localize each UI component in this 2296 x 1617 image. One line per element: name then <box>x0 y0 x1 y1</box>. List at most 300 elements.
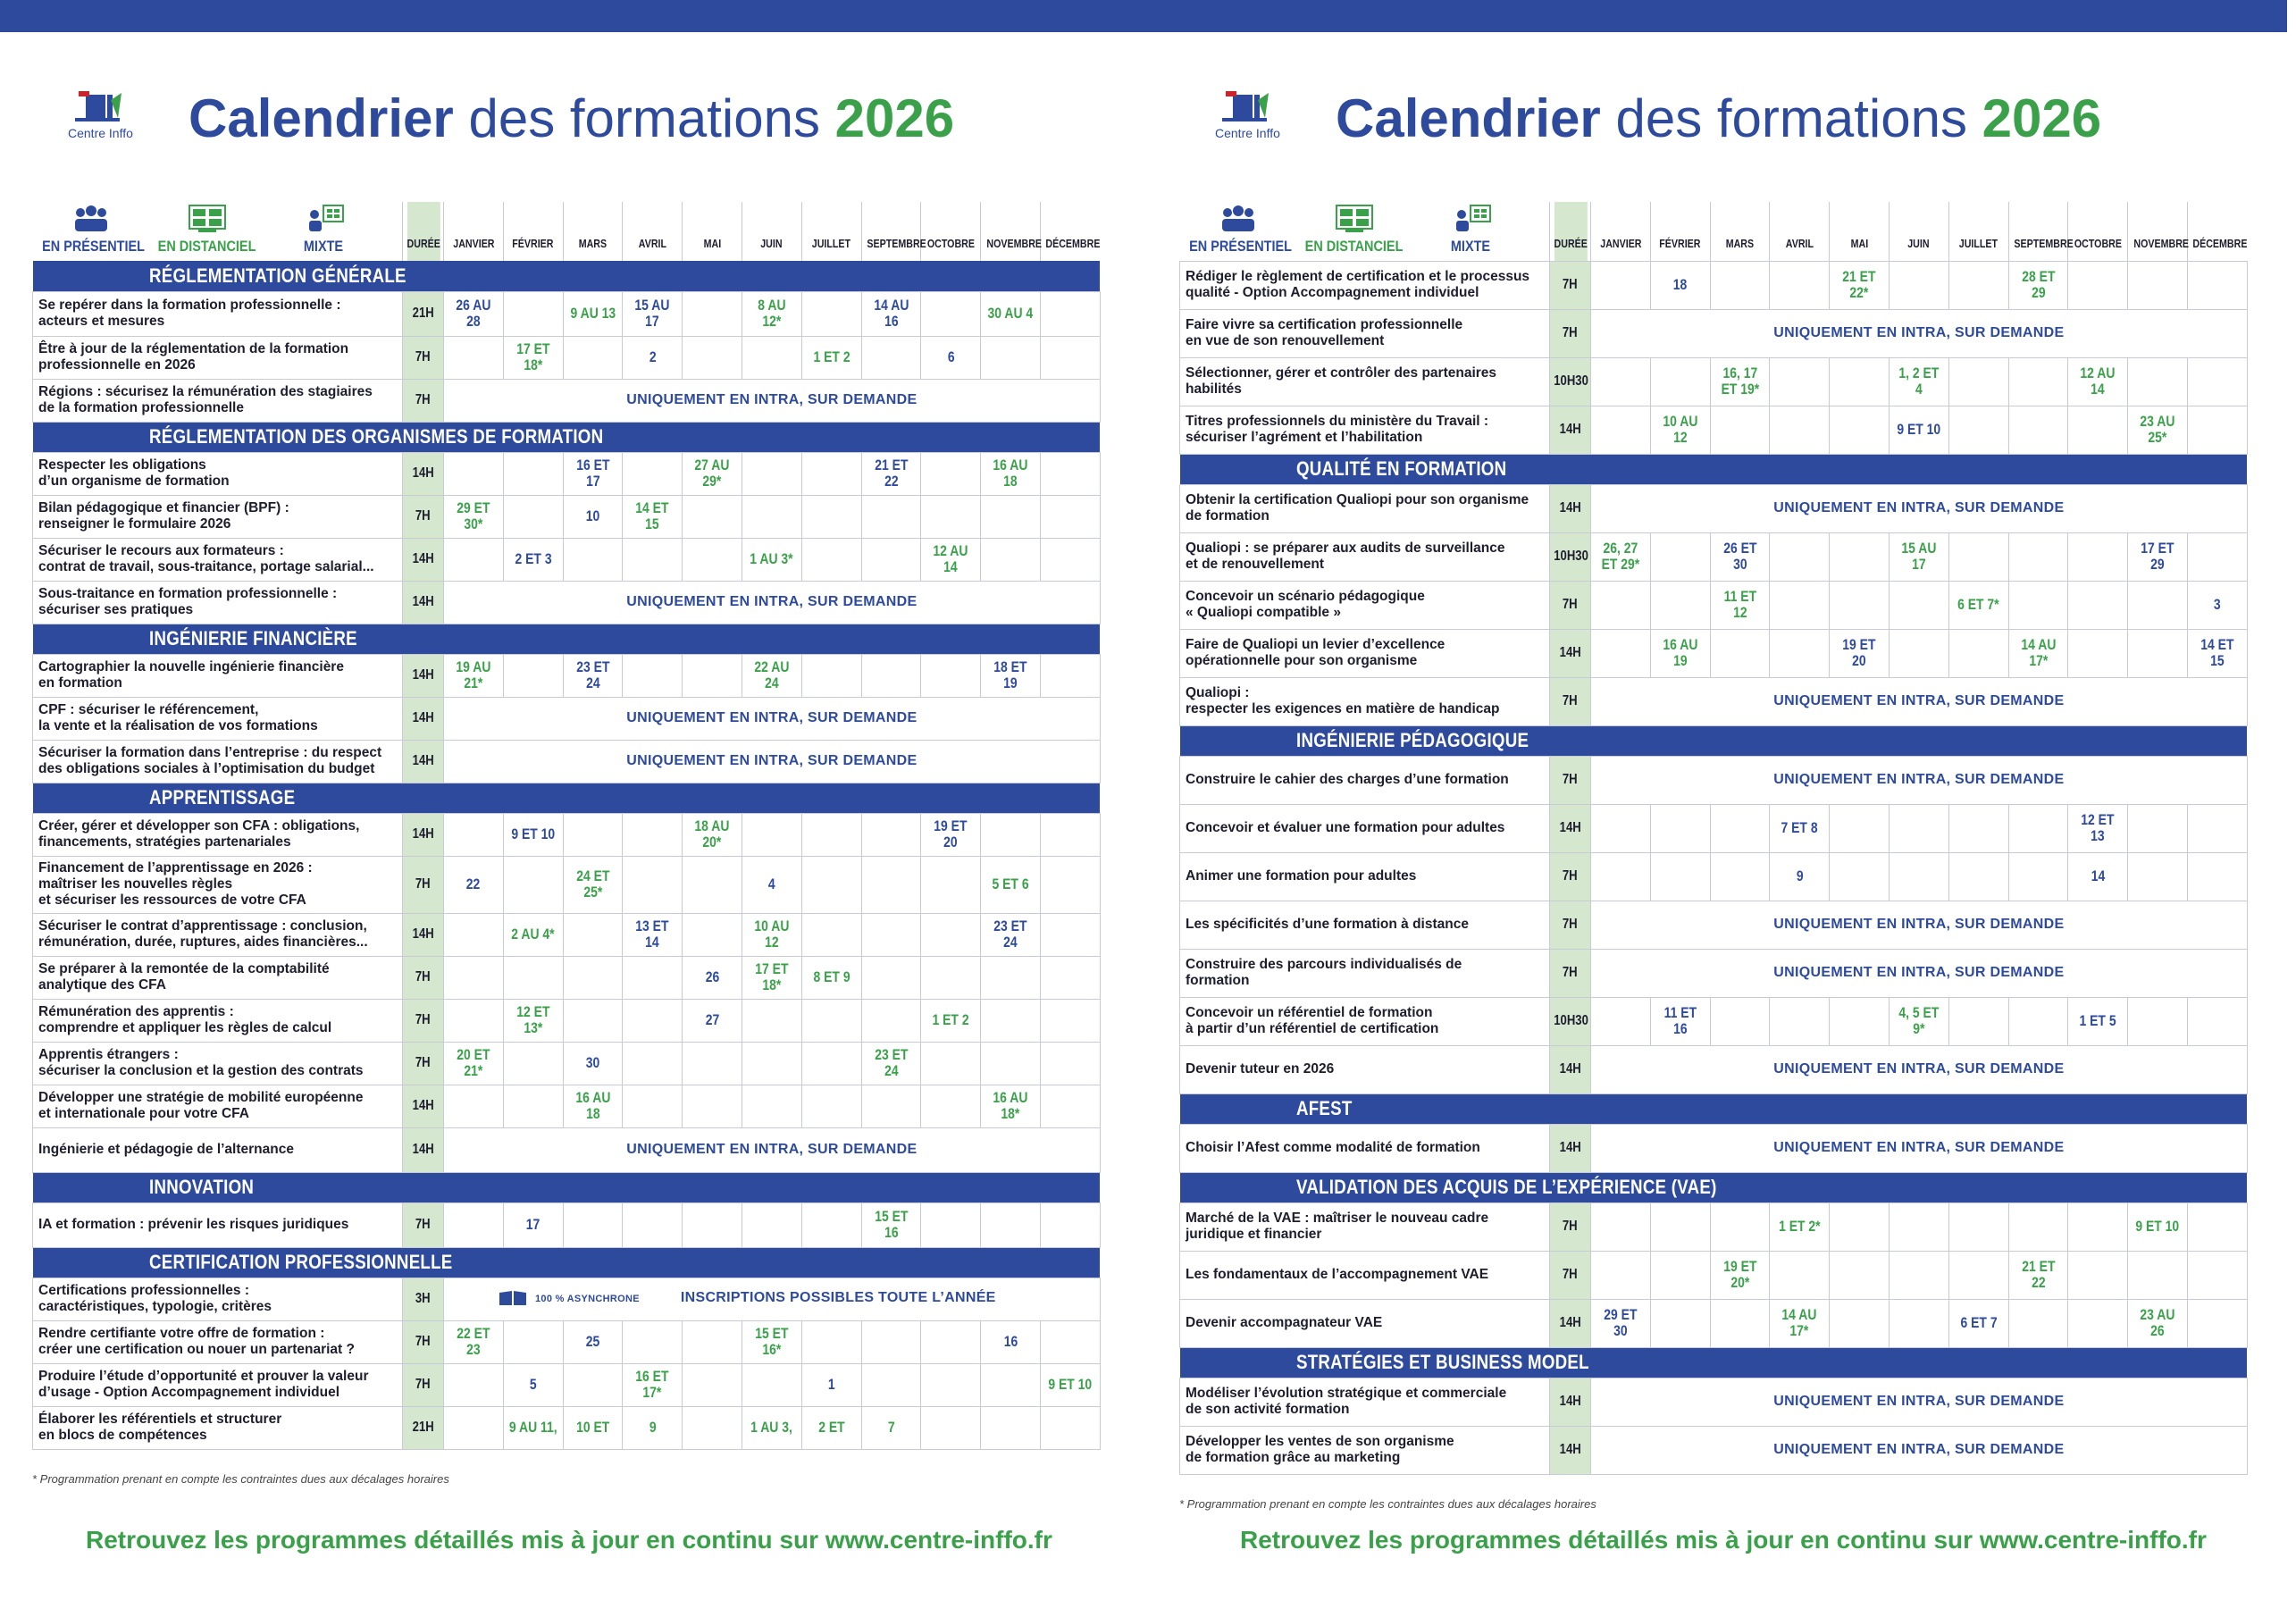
session-janvier[interactable] <box>444 654 504 697</box>
session-avril <box>623 538 683 581</box>
session-novembre[interactable] <box>2128 1299 2188 1347</box>
session-juin[interactable] <box>1889 997 1948 1045</box>
session-novembre[interactable] <box>981 1085 1041 1127</box>
course-row[interactable] <box>33 538 1101 581</box>
session-avril[interactable] <box>623 291 683 336</box>
session-dates: 30 <box>585 1054 600 1071</box>
session-mai[interactable] <box>1830 261 1890 309</box>
section-title-text: INNOVATION <box>148 1176 254 1198</box>
right-page <box>1179 32 2296 1617</box>
session-janvier[interactable] <box>444 495 504 538</box>
course-row[interactable] <box>33 856 1101 913</box>
session-septembre <box>2008 581 2068 629</box>
course-duration <box>403 1320 444 1363</box>
course-name: Cartographier la nouvelle ingénierie financière en formation <box>33 654 403 697</box>
course-duration <box>1550 852 1591 901</box>
session-janvier[interactable] <box>1591 532 1651 581</box>
course-row[interactable] <box>1180 677 2248 725</box>
session-juin <box>742 336 801 379</box>
session-mai <box>1830 532 1890 581</box>
section-header-row <box>1180 1093 2248 1124</box>
session-mars[interactable] <box>563 1085 623 1127</box>
session-avril <box>1770 1251 1830 1299</box>
course-row[interactable] <box>1180 997 2248 1045</box>
course-duration <box>403 1202 444 1247</box>
session-avril[interactable] <box>623 495 683 538</box>
course-duration <box>403 654 444 697</box>
month-header: JANVIER <box>449 202 499 261</box>
legend-label: EN PRÉSENTIEL <box>1188 237 1292 255</box>
course-duration <box>403 956 444 999</box>
session-février[interactable] <box>503 1406 563 1449</box>
session-novembre <box>981 956 1041 999</box>
session-mars[interactable] <box>563 452 623 495</box>
session-mars <box>563 913 623 956</box>
session-mars[interactable] <box>563 495 623 538</box>
asynchrone-badge <box>444 1294 640 1304</box>
session-dates: 16, 17 ET 19* <box>1721 364 1759 398</box>
session-octobre <box>921 1320 981 1363</box>
session-avril[interactable] <box>1770 1299 1830 1347</box>
session-octobre[interactable] <box>921 538 981 581</box>
session-dates: 14 AU 17* <box>1781 1306 1817 1339</box>
course-row[interactable] <box>1180 756 2248 804</box>
session-juin <box>1889 581 1948 629</box>
course-name: Se repérer dans la formation professionnelle : acteurs et mesures <box>33 291 403 336</box>
session-juillet <box>1948 261 2008 309</box>
session-février[interactable] <box>1650 261 1710 309</box>
session-dates: 2 ET <box>817 1419 845 1436</box>
session-septembre[interactable] <box>861 1202 921 1247</box>
session-juillet <box>1948 357 2008 406</box>
session-octobre[interactable] <box>921 813 981 856</box>
session-février[interactable] <box>503 336 563 379</box>
course-name: Certifications professionnelles : caractéristiques, typologie, critères <box>33 1278 403 1320</box>
footer-link-text[interactable]: Retrouvez les programmes détaillés mis à jour en continu sur www.centre-inffo.fr <box>86 1526 1052 1554</box>
session-mai[interactable] <box>1830 629 1890 677</box>
course-duration <box>1550 1378 1591 1426</box>
session-juin <box>742 1363 801 1406</box>
course-name: Sélectionner, gérer et contrôler des partenaires habilités <box>1180 357 1550 406</box>
session-février[interactable] <box>503 913 563 956</box>
session-février[interactable] <box>503 1202 563 1247</box>
session-février <box>1650 581 1710 629</box>
session-juillet[interactable] <box>1948 1299 2008 1347</box>
session-février[interactable] <box>503 999 563 1042</box>
session-mai <box>1830 852 1890 901</box>
course-row[interactable] <box>1180 357 2248 406</box>
session-novembre[interactable] <box>2128 406 2188 454</box>
course-row[interactable] <box>33 654 1101 697</box>
session-décembre <box>1040 291 1100 336</box>
session-mai <box>683 1320 742 1363</box>
session-dates: 6 ET 7 <box>1960 1314 1998 1331</box>
session-décembre[interactable] <box>2187 629 2247 677</box>
logo-text: Centre Inffo <box>68 126 133 140</box>
session-septembre <box>2008 1202 2068 1251</box>
course-row[interactable] <box>33 1406 1101 1449</box>
course-row[interactable] <box>33 495 1101 538</box>
session-décembre <box>2187 997 2247 1045</box>
session-dates: 10 AU 12 <box>1663 413 1698 446</box>
session-juin[interactable] <box>742 1320 801 1363</box>
course-row[interactable] <box>1180 1202 2248 1251</box>
session-octobre[interactable] <box>2068 852 2128 901</box>
session-juin <box>742 1042 801 1085</box>
session-mars[interactable] <box>563 291 623 336</box>
session-novembre[interactable] <box>981 1320 1041 1363</box>
section-header-row <box>33 261 1101 291</box>
session-février <box>503 452 563 495</box>
session-avril[interactable] <box>1770 1202 1830 1251</box>
course-row[interactable] <box>1180 901 2248 949</box>
session-mars[interactable] <box>1710 1251 1770 1299</box>
session-janvier <box>444 999 504 1042</box>
course-row[interactable] <box>1180 1124 2248 1172</box>
course-name: Bilan pédagogique et financier (BPF) : renseigner le formulaire 2026 <box>33 495 403 538</box>
session-septembre[interactable] <box>2008 1251 2068 1299</box>
session-mai[interactable] <box>683 956 742 999</box>
session-juillet[interactable] <box>1948 581 2008 629</box>
course-row[interactable] <box>33 1363 1101 1406</box>
course-row[interactable] <box>33 1127 1101 1172</box>
session-dates: 6 <box>947 348 955 365</box>
session-avril[interactable] <box>1770 852 1830 901</box>
session-dates: 16 ET 17 <box>575 457 610 490</box>
session-février[interactable] <box>503 1363 563 1406</box>
section-header-row <box>33 1172 1101 1202</box>
session-dates: 16 AU 18 <box>993 457 1028 490</box>
session-septembre <box>2008 406 2068 454</box>
course-row[interactable] <box>33 1202 1101 1247</box>
intra-note: UNIQUEMENT EN INTRA, SUR DEMANDE <box>1591 1378 2248 1426</box>
session-novembre[interactable] <box>981 856 1041 913</box>
session-février[interactable] <box>1650 997 1710 1045</box>
legend-row <box>1180 204 1550 261</box>
session-juillet[interactable] <box>801 956 861 999</box>
session-mars[interactable] <box>1710 532 1770 581</box>
course-row[interactable] <box>33 336 1101 379</box>
session-juin[interactable] <box>742 538 801 581</box>
session-juin[interactable] <box>742 913 801 956</box>
session-novembre <box>2128 997 2188 1045</box>
course-row[interactable] <box>33 291 1101 336</box>
legend-item-distanciel <box>149 204 265 256</box>
course-row[interactable] <box>1180 581 2248 629</box>
session-octobre[interactable] <box>921 336 981 379</box>
course-row[interactable] <box>33 1042 1101 1085</box>
legend-label: EN PRÉSENTIEL <box>41 238 145 255</box>
course-row[interactable] <box>1180 949 2248 997</box>
course-row[interactable] <box>33 913 1101 956</box>
course-row[interactable] <box>1180 1045 2248 1093</box>
session-juillet[interactable] <box>801 1406 861 1449</box>
session-novembre[interactable] <box>2128 532 2188 581</box>
course-name: Élaborer les référentiels et structurer en blocs de compétences <box>33 1406 403 1449</box>
course-name: Obtenir la certification Qualiopi pour son organisme de formation <box>1180 484 1550 532</box>
course-row[interactable] <box>1180 1299 2248 1347</box>
legend-item-mixte <box>1412 204 1529 256</box>
course-row[interactable] <box>33 379 1101 422</box>
centre-inffo-logo <box>1213 91 1294 143</box>
session-janvier <box>444 813 504 856</box>
session-septembre[interactable] <box>2008 261 2068 309</box>
session-janvier <box>1591 357 1651 406</box>
intra-note: UNIQUEMENT EN INTRA, SUR DEMANDE <box>1591 949 2248 997</box>
course-name: Rédiger le règlement de certification et le processus qualité - Option Accompagnement individuel <box>1180 261 1550 309</box>
session-avril[interactable] <box>623 336 683 379</box>
course-row[interactable] <box>1180 532 2248 581</box>
course-row[interactable] <box>33 697 1101 740</box>
intra-note: UNIQUEMENT EN INTRA, SUR DEMANDE <box>1591 756 2248 804</box>
session-février[interactable] <box>503 538 563 581</box>
session-avril <box>623 999 683 1042</box>
centre-inffo-logo <box>66 91 147 143</box>
session-dates: 23 ET 24 <box>993 917 1027 951</box>
session-mars[interactable] <box>563 1042 623 1085</box>
session-avril[interactable] <box>1770 804 1830 852</box>
session-dates: 6 ET 7* <box>1957 596 1999 613</box>
session-juin[interactable] <box>1889 406 1948 454</box>
session-dates: 9 <box>1796 867 1804 884</box>
session-septembre[interactable] <box>861 452 921 495</box>
session-avril <box>623 813 683 856</box>
session-janvier[interactable] <box>1591 1299 1651 1347</box>
session-novembre <box>2128 581 2188 629</box>
course-name: Devenir tuteur en 2026 <box>1180 1045 1550 1093</box>
session-avril <box>623 452 683 495</box>
session-dates: 29 ET 30 <box>1604 1306 1638 1339</box>
legend-label: MIXTE <box>1450 237 1490 255</box>
session-juin[interactable] <box>742 654 801 697</box>
section-title <box>33 1247 1101 1278</box>
course-row[interactable] <box>1180 629 2248 677</box>
session-juin[interactable] <box>1889 532 1948 581</box>
session-juin[interactable] <box>742 1406 801 1449</box>
session-avril <box>623 1202 683 1247</box>
session-dates: 30 AU 4 <box>987 305 1034 322</box>
session-mai <box>683 495 742 538</box>
session-janvier[interactable] <box>444 291 504 336</box>
month-header: JUIN <box>747 202 796 261</box>
session-janvier <box>1591 1202 1651 1251</box>
course-row[interactable] <box>33 1320 1101 1363</box>
legend-label: MIXTE <box>303 238 343 255</box>
session-février <box>1650 1202 1710 1251</box>
course-row[interactable] <box>33 999 1101 1042</box>
session-décembre <box>2187 532 2247 581</box>
session-dates: 23 ET 24 <box>575 658 610 691</box>
session-avril[interactable] <box>623 913 683 956</box>
session-juillet <box>801 495 861 538</box>
course-duration <box>403 913 444 956</box>
session-mars[interactable] <box>563 1406 623 1449</box>
session-dates: 17 ET 18* <box>755 960 789 993</box>
session-novembre[interactable] <box>981 452 1041 495</box>
session-juin[interactable] <box>742 956 801 999</box>
session-octobre[interactable] <box>2068 997 2128 1045</box>
session-mai <box>683 1406 742 1449</box>
session-décembre <box>1040 1042 1100 1085</box>
session-septembre <box>861 956 921 999</box>
session-juillet[interactable] <box>801 336 861 379</box>
intra-note: UNIQUEMENT EN INTRA, SUR DEMANDE <box>444 697 1101 740</box>
course-name: Régions : sécurisez la rémunération des stagiaires de la formation professionnelle <box>33 379 403 422</box>
course-name: Sous-traitance en formation professionnelle : sécuriser ses pratiques <box>33 581 403 624</box>
session-dates: 9 AU 11, <box>508 1419 557 1436</box>
session-septembre <box>2008 997 2068 1045</box>
course-duration <box>1550 677 1591 725</box>
course-row[interactable] <box>1180 1378 2248 1426</box>
session-mars[interactable] <box>563 856 623 913</box>
course-name: Être à jour de la réglementation de la formation professionnelle en 2026 <box>33 336 403 379</box>
session-juin[interactable] <box>742 291 801 336</box>
course-row[interactable] <box>33 813 1101 856</box>
session-dates: 14 ET 15 <box>2200 636 2234 669</box>
course-duration <box>403 697 444 740</box>
course-row[interactable] <box>33 1278 1101 1320</box>
session-dates: 10 AU 12 <box>754 917 790 951</box>
session-juin <box>1889 1202 1948 1251</box>
course-row[interactable] <box>1180 852 2248 901</box>
session-juin <box>742 813 801 856</box>
session-mai <box>683 1202 742 1247</box>
course-row[interactable] <box>33 581 1101 624</box>
course-row[interactable] <box>1180 309 2248 357</box>
session-dates: 1, 2 ET 4 <box>1898 364 1940 398</box>
session-décembre <box>1040 1085 1100 1127</box>
session-juillet <box>801 999 861 1042</box>
session-mars[interactable] <box>1710 581 1770 629</box>
course-duration <box>403 1278 444 1320</box>
course-row[interactable] <box>33 1085 1101 1127</box>
session-octobre[interactable] <box>921 999 981 1042</box>
course-duration <box>403 740 444 783</box>
course-row[interactable] <box>33 956 1101 999</box>
session-janvier[interactable] <box>444 856 504 913</box>
duration-value: 14H <box>412 667 434 683</box>
session-dates: 19 AU 21* <box>456 658 491 691</box>
session-septembre <box>861 495 921 538</box>
session-mars <box>563 1202 623 1247</box>
course-name: Construire le cahier des charges d’une formation <box>1180 756 1550 804</box>
session-mai <box>683 654 742 697</box>
duration-value: 14H <box>412 551 434 566</box>
session-juillet <box>1948 997 2008 1045</box>
session-juin <box>742 495 801 538</box>
session-février <box>1650 852 1710 901</box>
section-title-text: VALIDATION DES ACQUIS DE L’EXPÉRIENCE (VAE) <box>1295 1176 1717 1198</box>
session-dates: 12 ET 13 <box>2081 811 2115 844</box>
course-row[interactable] <box>1180 406 2248 454</box>
session-mai <box>683 1363 742 1406</box>
session-juin[interactable] <box>1889 357 1948 406</box>
session-septembre <box>861 654 921 697</box>
session-février <box>503 1085 563 1127</box>
session-septembre[interactable] <box>2008 629 2068 677</box>
course-row[interactable] <box>33 740 1101 783</box>
session-janvier[interactable] <box>444 1320 504 1363</box>
legend-row <box>33 204 403 261</box>
session-mai[interactable] <box>683 999 742 1042</box>
session-février <box>1650 357 1710 406</box>
session-novembre[interactable] <box>981 654 1041 697</box>
session-février <box>503 1320 563 1363</box>
session-septembre[interactable] <box>861 1042 921 1085</box>
session-dates: 14 <box>2091 867 2106 884</box>
session-avril[interactable] <box>623 1363 683 1406</box>
session-février[interactable] <box>1650 629 1710 677</box>
session-octobre[interactable] <box>2068 357 2128 406</box>
session-octobre <box>921 1363 981 1406</box>
session-mars[interactable] <box>563 1320 623 1363</box>
duration-value: 14H <box>1559 1394 1581 1409</box>
session-décembre[interactable] <box>1040 1363 1100 1406</box>
session-avril[interactable] <box>623 1406 683 1449</box>
section-title-text: STRATÉGIES ET BUSINESS MODEL <box>1295 1351 1589 1373</box>
section-title <box>33 1172 1101 1202</box>
session-dates: 8 ET 9 <box>813 968 851 985</box>
duration-value: 7H <box>1563 1219 1578 1234</box>
session-juillet[interactable] <box>801 1363 861 1406</box>
session-novembre[interactable] <box>981 913 1041 956</box>
session-janvier <box>444 452 504 495</box>
footnote: * Programmation prenant en compte les contraintes dues aux décalages horaires <box>1179 1497 1596 1511</box>
session-décembre[interactable] <box>2187 581 2247 629</box>
session-dates: 26, 27 ET 29* <box>1601 540 1640 573</box>
session-février[interactable] <box>503 813 563 856</box>
session-dates: 26 AU 28 <box>456 297 491 330</box>
session-septembre[interactable] <box>861 1406 921 1449</box>
course-row[interactable] <box>1180 261 2248 309</box>
session-avril <box>1770 581 1830 629</box>
session-février[interactable] <box>1650 406 1710 454</box>
duration-value: 7H <box>415 969 431 984</box>
course-name: Se préparer à la remontée de la comptabilité analytique des CFA <box>33 956 403 999</box>
course-row[interactable] <box>33 452 1101 495</box>
session-dates: 7 ET 8 <box>1781 819 1818 836</box>
course-row[interactable] <box>1180 804 2248 852</box>
session-novembre[interactable] <box>2128 1202 2188 1251</box>
session-octobre[interactable] <box>2068 804 2128 852</box>
footer-link-text[interactable]: Retrouvez les programmes détaillés mis à jour en continu sur www.centre-inffo.fr <box>1240 1526 2207 1554</box>
session-mai[interactable] <box>683 813 742 856</box>
session-mai[interactable] <box>683 452 742 495</box>
course-row[interactable] <box>1180 1251 2248 1299</box>
section-title <box>1180 1347 2248 1378</box>
page-title <box>1336 88 2101 150</box>
session-janvier[interactable] <box>444 1042 504 1085</box>
course-duration <box>1550 804 1591 852</box>
session-dates: 23 ET 24 <box>874 1046 909 1079</box>
session-juillet <box>1948 1251 2008 1299</box>
course-row[interactable] <box>1180 484 2248 532</box>
session-juin[interactable] <box>742 856 801 913</box>
course-row[interactable] <box>1180 1426 2248 1474</box>
intra-note: UNIQUEMENT EN INTRA, SUR DEMANDE <box>444 1127 1101 1172</box>
section-title <box>33 261 1101 291</box>
session-septembre <box>861 856 921 913</box>
session-février <box>1650 532 1710 581</box>
duration-value: 3H <box>415 1291 431 1306</box>
session-juillet <box>1948 804 2008 852</box>
course-name: Choisir l’Afest comme modalité de formation <box>1180 1124 1550 1172</box>
session-mars[interactable] <box>563 654 623 697</box>
session-mars[interactable] <box>1710 357 1770 406</box>
course-name: Les spécificités d’une formation à distance <box>1180 901 1550 949</box>
session-novembre[interactable] <box>981 291 1041 336</box>
session-septembre[interactable] <box>861 291 921 336</box>
